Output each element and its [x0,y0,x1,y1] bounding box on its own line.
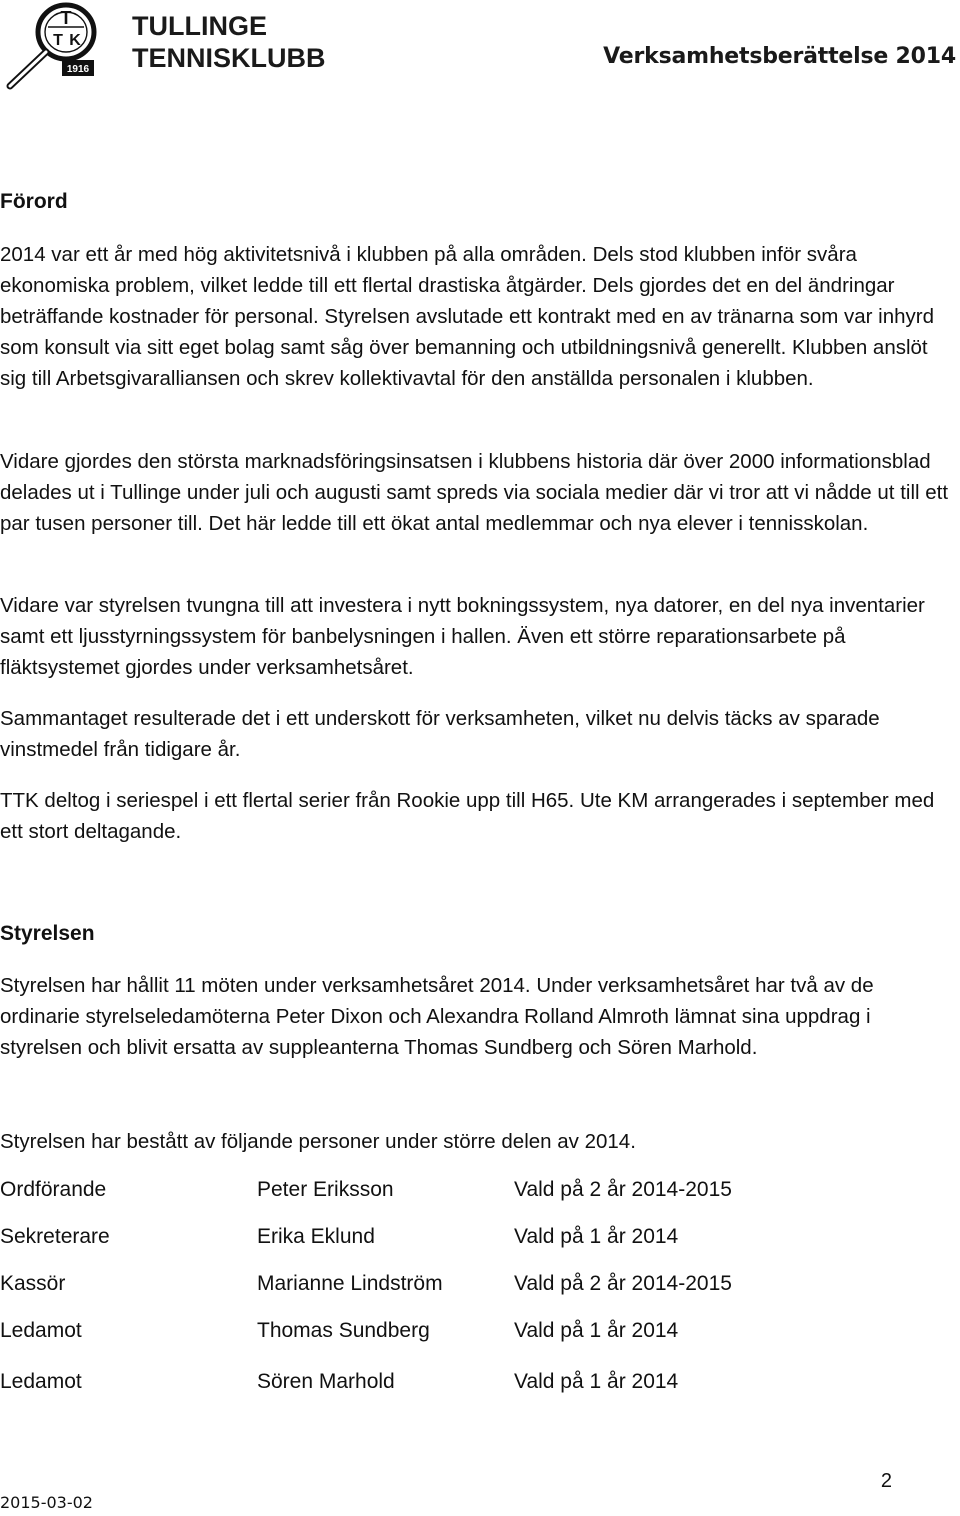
member-role: Ledamot [0,1319,82,1342]
table-row [0,1370,960,1400]
table-row [0,1319,960,1349]
member-term: Vald på 2 år 2014-2015 [514,1178,732,1201]
member-term: Vald på 1 år 2014 [514,1319,679,1342]
club-name-line2: TENNISKLUBB [132,43,326,73]
club-logo-icon [2,2,102,90]
member-name: Sören Marhold [257,1370,395,1393]
club-name-line1: TULLINGE [132,11,267,41]
document-title: Verksamhetsberättelse 2014 [603,44,956,69]
member-term: Vald på 1 år 2014 [514,1370,679,1393]
board-heading: Styrelsen [0,922,95,945]
logo-letter-top: T [60,8,72,28]
table-row [0,1178,960,1208]
member-name: Peter Eriksson [257,1178,394,1201]
member-role: Sekreterare [0,1225,110,1248]
member-role: Ledamot [0,1370,82,1393]
logo-letter-left: T [53,32,63,49]
logo-letter-right: K [69,32,81,49]
foreword-paragraph-5: TTK deltog i seriespel i ett flertal serier från Rookie upp till H65. Ute KM arrangerades i september med ett stort deltagande. [0,789,935,843]
member-name: Marianne Lindström [257,1272,443,1295]
page-number: 2 [880,1470,892,1492]
logo-year: 1916 [66,64,90,75]
footer-date: 2015-03-02 [0,1493,93,1512]
foreword-paragraph-1: 2014 var ett år med hög aktivitetsnivå i klubben på alla områden. Dels stod klubben inför svåra ekonomiska problem, vilket ledde till ett flertal drastiska åtgärder. Dels gjordes det en del ändringar beträffande kostnader för personal. Styrelsen avslutade ett kontrakt med en av tränarna som var inhyrd som konsult via sitt eget bolag samt såg över bemanning och utbildningsnivå generellt. Klubben anslöt sig till Arbetsgivaralliansen och skrev kollektivavtal för den anställda personalen i klubben. [0,243,935,390]
member-role: Kassör [0,1272,66,1295]
foreword-paragraph-4: Sammantaget resulterade det i ett underskott för verksamheten, vilket nu delvis täcks av sparade vinstmedel från tidigare år. [0,707,880,761]
table-row [0,1225,960,1255]
member-term: Vald på 1 år 2014 [514,1225,679,1248]
member-role: Ordförande [0,1178,107,1201]
page-header [0,0,960,90]
foreword-paragraph-2: Vidare gjordes den största marknadsföringsinsatsen i klubbens historia där över 2000 informationsblad delades ut i Tullinge under juli och augusti samt spreds via sociala medier där vi tror att vi nådde ut till ett par tusen personer till. Det här ledde till ett ökat antal medlemmar och nya elever i tennisskolan. [0,450,949,535]
table-row [0,1272,960,1302]
club-name [132,10,326,74]
member-name: Thomas Sundberg [257,1319,430,1342]
foreword-paragraph-3: Vidare var styrelsen tvungna till att investera i nytt bokningssystem, nya datorer, en del nya inventarier samt ett ljusstyrningssystem för banbelysningen i hallen. Även ett större reparationsarbete på fläktsystemet gjordes under verksamhetsåret. [0,594,925,679]
member-name: Erika Eklund [257,1225,375,1248]
member-term: Vald på 2 år 2014-2015 [514,1272,732,1295]
board-paragraph-2: Styrelsen har bestått av följande personer under större delen av 2014. [0,1130,636,1153]
foreword-heading: Förord [0,190,68,213]
board-paragraph-1: Styrelsen har hållit 11 möten under verksamhetsåret 2014. Under verksamhetsåret har två av de ordinarie styrelseledamöterna Peter Dixon och Alexandra Rolland Almroth lämnat sina uppdrag i styrelsen och blivit ersatta av suppleanterna Thomas Sundberg och Sören Marhold. [0,974,874,1059]
